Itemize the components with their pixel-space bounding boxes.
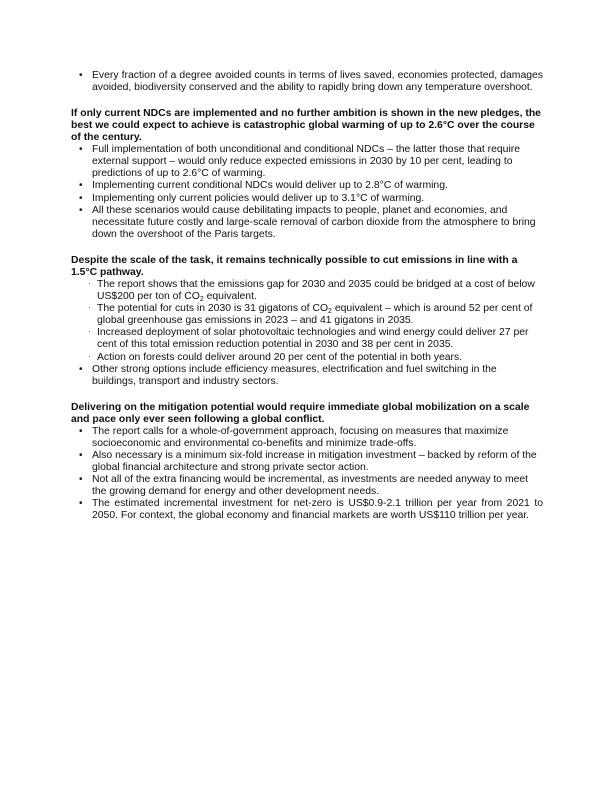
bullet-icon: • [79,425,83,437]
bullet-icon: • [79,204,83,216]
item-text: Other strong options include efficiency measures, electrification and fuel switching in the buildings, transport and industry sectors. [92,363,497,387]
bullet-text: The report calls for a whole-of-government approach, focusing on measures that maximize socioeconomic and environmental co-benefits and minimize trade-offs. [92,425,509,449]
section-heading: If only current NDCs are implemented and no further ambition is shown in the new pledges, the best we could expect to achieve is catastrophic global warming of up to 2.6°C over the course of the century. [71,108,541,144]
bullet-icon: • [79,192,83,204]
bullet-icon: • [79,180,83,192]
bullet-text: Not all of the extra financing would be incremental, as investments are needed anyway to meet the growing demand for energy and other development needs. [92,474,529,498]
subscript-2: 2 [199,296,204,304]
bullet-icon: • [79,449,83,461]
subscript-2: 2 [328,308,332,316]
middot-bullet-icon: · [88,303,91,313]
section-heading: Delivering on the mitigation potential would require immediate global mobilization on a scale and pace only ever seen following a global conflict. [71,401,530,425]
list-item [71,498,543,522]
section-heading: Despite the scale of the task, it remains technically possible to cut emissions in line with a 1.5°C pathway. [71,254,518,278]
list-item [71,352,543,364]
list-item [71,144,543,180]
item-text-before: The potential for cuts in 2030 is 31 gigatons of CO [97,303,329,315]
list-item [71,327,543,351]
middot-bullet-icon: · [88,351,91,361]
bullet-icon: • [79,498,83,510]
bullet-text: Implementing only current policies would deliver up to 3.1°C of warming. [92,192,425,204]
bullet-text: Full implementation of both unconditional and conditional NDCs – the latter those that require external support – would only reduce expected emissions in 2030 by 10 per cent, leading to predictions of up to 2.6°C of warming. [92,144,521,180]
document-page [71,70,543,523]
list-item [71,205,543,241]
list-item [71,474,543,498]
list-item [71,426,543,450]
item-text: Increased deployment of solar photovoltaic technologies and wind energy could deliver 27 per cent of this total emission reduction potential in 2030 and 38 per cent in 2035. [97,327,529,351]
section-1-list [71,144,543,241]
item-text-after: equivalent – which is around 52 per cent of global greenhouse gas emissions in 2023 – and 41 gigatons in 2035. [97,303,533,327]
bullet-icon: • [79,144,83,156]
middot-bullet-icon: · [88,278,91,288]
list-item [71,450,543,474]
bullet-text: All these scenarios would cause debilitating impacts to people, planet and economies, and necessitate future costly and large-scale removal of carbon dioxide from the atmosphere to bring down the overshoot of the Paris targets. [92,204,536,240]
item-text-after: equivalent. [203,291,257,303]
item-text-before: The report shows that the emissions gap for 2030 and 2035 could be bridged at a cost of below US$200 per ton of CO [97,278,535,303]
list-item [71,364,543,388]
bullet-icon: • [79,70,83,81]
list-item [71,303,543,327]
bullet-icon: • [79,474,83,486]
bullet-text: Every fraction of a degree avoided counts in terms of lives saved, economies protected, damages avoided, biodiversity conserved and the ability to rapidly bring down any temperature overshoot. [92,70,543,94]
list-item [71,193,543,205]
bullet-icon: • [79,363,83,375]
list-item [71,180,543,192]
section-2-list [71,279,543,388]
item-text: Action on forests could deliver around 20 per cent of the potential in both years. [97,351,463,363]
intro-list [71,70,543,94]
bullet-text: The estimated incremental investment for net-zero is US$0.9-2.1 trillion per year from 2021 to 2050. For context, the global economy and financial markets are worth US$110 trillion per year. [92,498,543,522]
middot-bullet-icon: · [88,327,91,337]
list-item [71,279,543,303]
list-item [71,70,543,94]
section-3-list [71,426,543,523]
bullet-text: Implementing current conditional NDCs would deliver up to 2.8°C of warming. [92,180,448,192]
bullet-text: Also necessary is a minimum six-fold increase in mitigation investment – backed by reform of the global financial architecture and strong private sector action. [92,449,537,474]
